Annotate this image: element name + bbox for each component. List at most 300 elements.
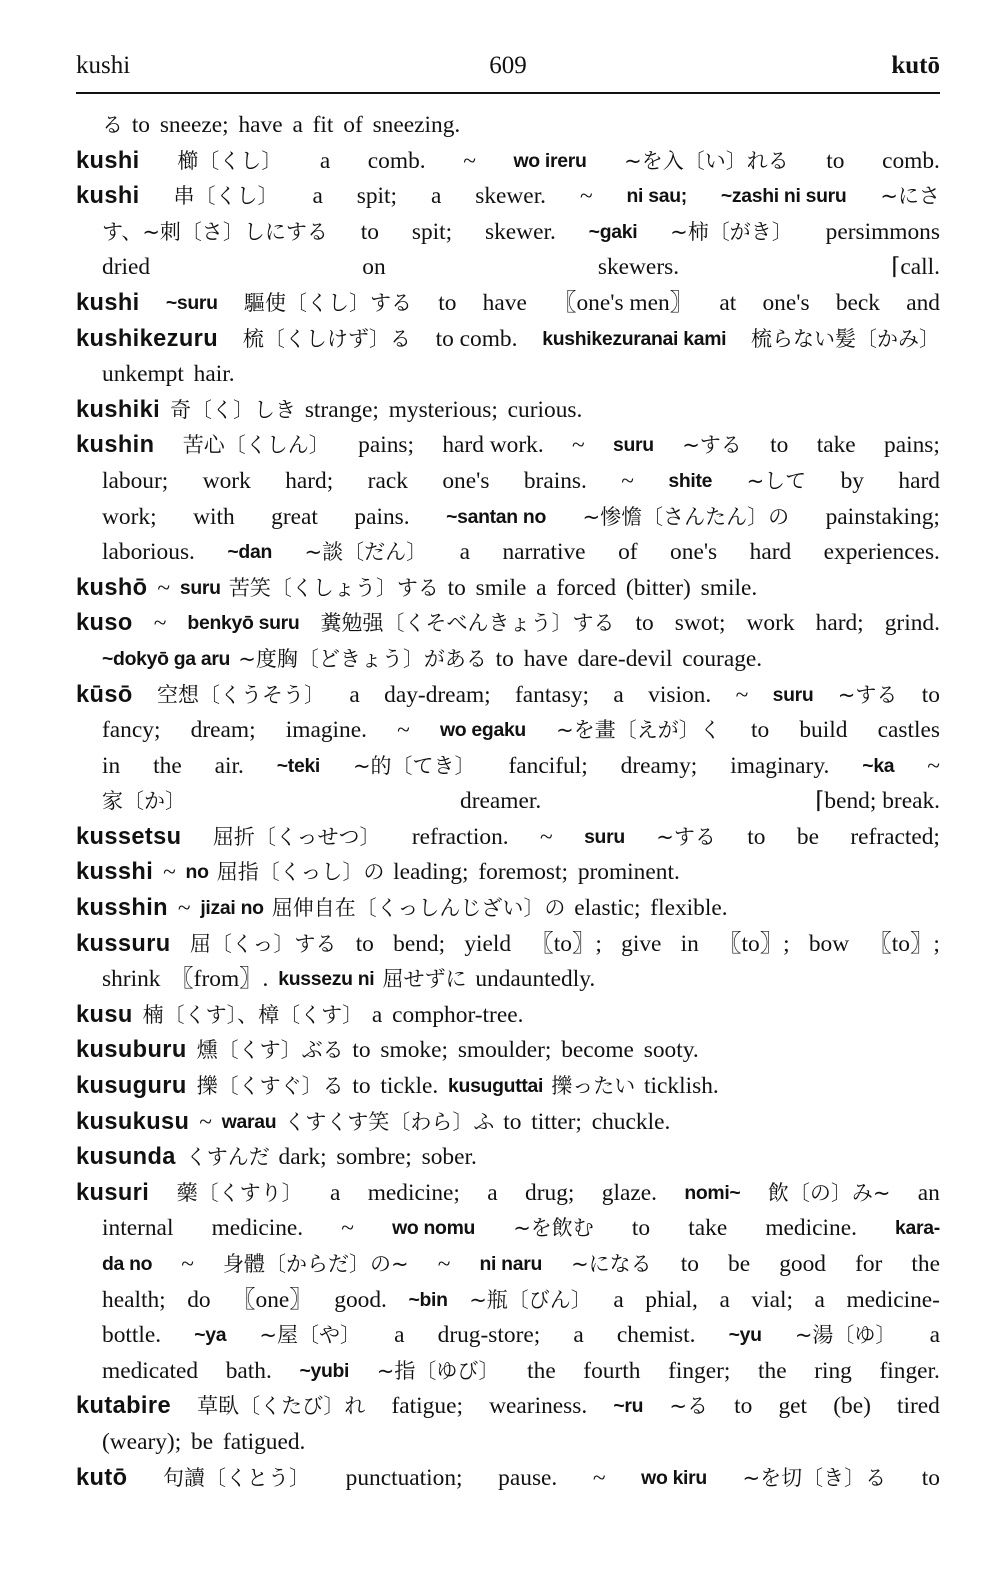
definition-text: ~ xyxy=(153,610,167,637)
definition-text: the xyxy=(911,1251,940,1277)
definition-text: a xyxy=(573,1322,584,1349)
headword: kushi xyxy=(76,289,140,316)
definition-text: brains. xyxy=(523,467,587,494)
definition-text: undauntedly. xyxy=(475,966,596,993)
entry-line xyxy=(76,749,940,785)
definition-text: laborious. xyxy=(102,539,195,566)
headword: kusshin xyxy=(76,895,168,922)
romanized-phrase: suru xyxy=(584,825,625,848)
definition-text: to xyxy=(503,1108,522,1135)
entry-line xyxy=(76,1389,940,1425)
definition-text: ~ xyxy=(177,895,191,922)
definition-text: to xyxy=(770,432,789,459)
japanese-text: 楠〔くす〕、樟〔くす〕 xyxy=(142,1002,364,1027)
definition-text: to xyxy=(826,147,845,174)
entry-line xyxy=(76,962,940,998)
definition-text: curious. xyxy=(507,396,583,423)
definition-text: weariness. xyxy=(489,1393,588,1420)
definition-text: sober. xyxy=(421,1144,477,1171)
japanese-text: 屈伸自在〔くっしんじざい〕の xyxy=(271,896,566,921)
definition-text: 〖to〗; xyxy=(530,930,602,957)
entry-line xyxy=(76,179,940,215)
definition-text: for xyxy=(855,1251,883,1277)
japanese-text: る xyxy=(102,113,123,137)
entry-line xyxy=(76,1140,940,1176)
definition-text: work; xyxy=(102,503,157,530)
definition-text: a xyxy=(319,147,331,174)
romanized-phrase: warau xyxy=(221,1110,277,1133)
definition-text: at xyxy=(719,289,737,316)
headword: kushin xyxy=(76,432,155,459)
definition-text: and xyxy=(906,289,940,316)
entry-line xyxy=(76,1283,940,1319)
headword: kusunda xyxy=(76,1144,176,1171)
definition-text: pains; xyxy=(884,432,940,459)
definition-text: ~ xyxy=(463,147,476,174)
definition-text: one's xyxy=(670,539,718,566)
definition-text: in xyxy=(680,930,699,957)
definition-text: a xyxy=(487,1179,498,1206)
japanese-text: 飲〔の〕み~ xyxy=(767,1180,891,1205)
japanese-text: くすんだ xyxy=(185,1145,270,1170)
definition-text: imaginary. xyxy=(730,752,830,779)
definition-text: a xyxy=(459,539,470,566)
entry-line xyxy=(76,428,940,464)
headword: kusuburu xyxy=(76,1037,187,1064)
definition-text: drug-store; xyxy=(437,1322,541,1349)
romanized-phrase: no xyxy=(185,861,209,884)
definition-text: ~ xyxy=(437,1251,451,1277)
definition-text: fancy; xyxy=(102,717,161,744)
entry-line xyxy=(76,393,940,429)
romanized-phrase: shite xyxy=(668,469,713,492)
definition-text: to xyxy=(747,823,766,850)
entry-line xyxy=(76,1176,940,1212)
definition-text: strange; xyxy=(304,396,379,423)
definition-text: pause. xyxy=(498,1464,558,1491)
definition-text: to xyxy=(352,1073,371,1100)
romanized-phrase: benkyō suru xyxy=(187,612,300,635)
japanese-text: 句讀〔くとう〕 xyxy=(163,1465,311,1490)
definition-text: skewer. xyxy=(475,183,547,210)
entry-line xyxy=(76,108,940,144)
definition-text: to comb. xyxy=(435,325,518,352)
definition-text: foremost; xyxy=(478,859,568,886)
japanese-text: 櫛〔くし〕 xyxy=(177,148,283,173)
definition-text: medicine- xyxy=(846,1286,940,1313)
definition-text: medicine. xyxy=(765,1215,857,1242)
definition-text: take xyxy=(816,432,856,459)
romanized-phrase: kushikezuranai kami xyxy=(542,327,727,350)
headword: kusuguru xyxy=(76,1073,187,1100)
definition-text: (bitter) xyxy=(625,574,691,601)
definition-text: spit; xyxy=(411,218,453,245)
dictionary-entries xyxy=(76,108,940,1496)
definition-text: tired xyxy=(897,1393,940,1420)
definition-text: hair. xyxy=(193,361,235,388)
definition-text: refraction. xyxy=(411,823,509,850)
entry-line xyxy=(76,1211,940,1247)
entry-line xyxy=(76,891,940,927)
definition-text: 〖from〗. xyxy=(170,966,269,993)
definition-text: health; xyxy=(102,1286,166,1313)
definition-text: a xyxy=(394,1322,405,1349)
definition-text: ~ xyxy=(572,432,585,459)
romanized-phrase: ~bin xyxy=(408,1288,448,1311)
definition-text: fantasy; xyxy=(515,681,590,708)
entry-line xyxy=(76,927,940,963)
headword: kushō xyxy=(76,574,148,601)
romanized-phrase: ni naru xyxy=(479,1253,542,1275)
japanese-text: 屈折〔くっせつ〕 xyxy=(212,824,381,849)
definition-text: punctuation; xyxy=(345,1464,463,1491)
definition-text: ~ xyxy=(592,1464,606,1491)
japanese-text: ~柿〔がき〕 xyxy=(670,219,793,244)
definition-text: sneeze; xyxy=(159,112,229,138)
japanese-text: 苦心〔くしん〕 xyxy=(182,433,330,458)
definition-text: of xyxy=(618,539,638,566)
definition-text: a xyxy=(613,681,624,708)
romanized-phrase: ~dan xyxy=(227,541,272,564)
entry-line xyxy=(76,250,940,286)
japanese-text: ~屋〔や〕 xyxy=(259,1323,361,1348)
definition-text: medicine. xyxy=(211,1215,304,1242)
entry-line xyxy=(76,998,940,1034)
romanized-phrase: ~ya xyxy=(194,1324,227,1347)
entry-line xyxy=(76,713,940,749)
definition-text: ⌈call. xyxy=(891,254,940,281)
definition-text: have xyxy=(523,645,568,672)
entry-line xyxy=(76,642,940,678)
japanese-text: ~する xyxy=(837,682,898,707)
definition-text: ~ xyxy=(181,1251,194,1277)
romanized-phrase: ~dokyō ga aru xyxy=(102,647,231,670)
headword: kusshi xyxy=(76,859,154,886)
definition-text: fourth xyxy=(583,1357,641,1384)
definition-text: experiences. xyxy=(823,539,940,566)
japanese-text: す、~刺〔さ〕しにする xyxy=(102,219,328,244)
definition-text: drug; xyxy=(525,1179,575,1206)
definition-text: a xyxy=(292,112,303,138)
definition-text: have xyxy=(238,112,283,138)
romanized-phrase: wo kiru xyxy=(641,1466,707,1489)
definition-text: take xyxy=(688,1215,728,1242)
definition-text: spit; xyxy=(356,183,398,210)
japanese-text: 梳らない髪〔かみ〕 xyxy=(750,326,940,351)
definition-text: work xyxy=(746,610,795,637)
romanized-phrase: wo nomu xyxy=(392,1217,476,1240)
definition-text: hard work. xyxy=(442,432,544,459)
entry-line xyxy=(76,1247,940,1283)
definition-text: great xyxy=(271,503,318,530)
definition-text: to xyxy=(921,681,940,708)
definition-text: rack xyxy=(367,467,408,494)
headword: kutabire xyxy=(76,1393,171,1420)
definition-text: grind. xyxy=(884,610,940,637)
definition-text: ~ xyxy=(579,183,593,210)
definition-text: be xyxy=(796,823,819,850)
definition-text: ~ xyxy=(341,1215,354,1242)
definition-text: ~ xyxy=(163,859,176,886)
entry-line xyxy=(76,286,940,322)
japanese-text: 苦笑〔くしょう〕する xyxy=(228,575,439,600)
japanese-text: ~を入〔い〕れる xyxy=(624,148,789,173)
definition-text: beck xyxy=(835,289,880,316)
definition-text: fit xyxy=(312,112,334,138)
definition-text: be xyxy=(728,1251,751,1277)
definition-text: a xyxy=(430,183,442,210)
definition-text: dreamy; xyxy=(620,752,698,779)
romanized-phrase: ~yubi xyxy=(299,1359,350,1382)
header-rule xyxy=(76,92,940,94)
definition-text: a xyxy=(312,183,323,210)
entry-line xyxy=(76,1461,940,1497)
japanese-text: 糞勉强〔くそべんきょう〕する xyxy=(320,611,615,636)
japanese-text: ~惨憺〔さんたん〕の xyxy=(582,504,790,529)
definition-text: a xyxy=(929,1322,940,1349)
definition-text: to xyxy=(631,1215,651,1242)
japanese-text: 藥〔くすり〕 xyxy=(176,1180,303,1205)
japanese-text: 擽〔くすぐ〕る xyxy=(196,1074,344,1099)
japanese-text: 驅使〔くし〕する xyxy=(243,290,412,315)
definition-text: shrink xyxy=(102,966,161,993)
definition-text: to xyxy=(352,1037,371,1064)
definition-text: skewer. xyxy=(485,218,556,245)
romanized-phrase: kara- xyxy=(895,1217,940,1240)
definition-text: air. xyxy=(214,752,244,779)
definition-text: dream; xyxy=(190,717,256,744)
definition-text: sooty. xyxy=(643,1037,699,1064)
headword: kusukusu xyxy=(76,1108,190,1135)
definition-text: skewers. xyxy=(597,254,680,281)
japanese-text: ~になる xyxy=(571,1252,652,1276)
japanese-text: 屈〔くっ〕する xyxy=(189,931,337,956)
headword: kutō xyxy=(76,1464,128,1491)
headword: kuso xyxy=(76,610,133,637)
headword: kusu xyxy=(76,1001,133,1028)
definition-text: to xyxy=(635,610,654,637)
definition-text: be xyxy=(191,1428,214,1455)
japanese-text: 串〔くし〕 xyxy=(173,184,279,209)
entry-line xyxy=(76,1318,940,1354)
definition-text: ticklish. xyxy=(644,1073,719,1100)
japanese-text: ~を飲む xyxy=(513,1216,594,1241)
entry-line xyxy=(76,1033,940,1069)
japanese-text: ~る xyxy=(669,1394,708,1419)
definition-text: comb. xyxy=(367,147,426,174)
definition-text: of xyxy=(343,112,363,138)
definition-text: prominent. xyxy=(577,859,680,886)
definition-text: to xyxy=(495,645,514,672)
japanese-text: ~瓶〔びん〕 xyxy=(469,1287,592,1312)
japanese-text: ~的〔てき〕 xyxy=(352,753,476,778)
romanized-phrase: ~suru xyxy=(165,291,218,314)
definition-text: comphor-tree. xyxy=(392,1001,524,1028)
definition-text: vision. xyxy=(648,681,712,708)
definition-text: bottle. xyxy=(102,1322,162,1349)
header-guide-word-first: kushi xyxy=(76,52,131,79)
definition-text: smile. xyxy=(700,574,758,601)
definition-text: pains; xyxy=(358,432,414,459)
definition-text: dark; xyxy=(278,1144,327,1171)
definition-text: chemist. xyxy=(616,1322,696,1349)
definition-text: leading; xyxy=(393,859,469,886)
headword: kushiki xyxy=(76,396,161,423)
definition-text: with xyxy=(193,503,235,530)
romanized-phrase: kusuguttai xyxy=(448,1075,544,1098)
definition-text: dreamer. xyxy=(460,788,542,815)
page-number: 609 xyxy=(489,52,527,79)
definition-text: 〖to〗; xyxy=(868,930,940,957)
definition-text: smile xyxy=(475,574,527,601)
definition-text: forced xyxy=(556,574,617,601)
definition-text: smoke; xyxy=(380,1037,448,1064)
definition-text: work xyxy=(202,467,251,494)
japanese-text: 燻〔くす〕ぶる xyxy=(196,1038,344,1063)
romanized-phrase: jizai no xyxy=(200,897,264,920)
definition-text: hard; xyxy=(285,467,334,494)
definition-text: hard xyxy=(898,467,940,494)
headword: kussetsu xyxy=(76,823,182,850)
definition-text: a xyxy=(613,1286,624,1313)
definition-text: swot; xyxy=(674,610,726,637)
entry-line xyxy=(76,1105,940,1141)
definition-text: bend; xyxy=(393,930,446,957)
japanese-text: ~談〔だん〕 xyxy=(304,540,428,565)
japanese-text: 屈指〔くっし〕の xyxy=(216,860,385,885)
definition-text: yield xyxy=(464,930,512,957)
definition-text: to xyxy=(438,289,457,316)
definition-text: ~ xyxy=(157,574,171,601)
japanese-text: 家〔か〕 xyxy=(102,789,186,814)
definition-text: a xyxy=(814,1286,825,1313)
japanese-text: ~を切〔き〕る xyxy=(742,1465,887,1490)
headword: kūsō xyxy=(76,681,133,708)
entry-line xyxy=(76,1069,940,1105)
definition-text: become xyxy=(561,1037,634,1064)
page-header xyxy=(76,48,940,84)
definition-text: a xyxy=(349,681,360,708)
romanized-phrase: ~yu xyxy=(728,1324,762,1347)
japanese-text: くすくす笑〔わら〕ふ xyxy=(284,1109,495,1134)
romanized-phrase: ~ka xyxy=(862,754,895,777)
definition-text: a xyxy=(536,574,547,601)
definition-text: ~ xyxy=(735,681,749,708)
definition-text: bath. xyxy=(225,1357,272,1384)
definition-text: to xyxy=(680,1251,699,1277)
definition-text: castles xyxy=(877,717,940,744)
headword: kussuru xyxy=(76,930,171,957)
headword: kushikezuru xyxy=(76,325,219,352)
definition-text: internal xyxy=(102,1215,174,1242)
definition-text: flexible. xyxy=(650,895,728,922)
definition-text: comb. xyxy=(882,147,940,174)
definition-text: 〖one〗 xyxy=(232,1286,313,1313)
definition-text: give xyxy=(621,930,662,957)
definition-text: get xyxy=(778,1393,808,1420)
japanese-text: 奇〔く〕しき xyxy=(170,397,297,422)
definition-text: refracted; xyxy=(850,823,940,850)
entry-line xyxy=(76,215,940,251)
definition-text: finger; xyxy=(668,1357,731,1384)
definition-text: persimmons xyxy=(825,218,940,245)
japanese-text: 擽ったい xyxy=(551,1074,636,1099)
japanese-text: ~指〔ゆび〕 xyxy=(376,1358,500,1383)
japanese-text: ~する xyxy=(656,824,716,849)
definition-text: glaze. xyxy=(601,1179,657,1206)
entry-line xyxy=(76,571,940,607)
definition-text: mysterious; xyxy=(388,396,498,423)
japanese-text: 身體〔からだ〕の~ xyxy=(223,1252,409,1276)
definition-text: pains. xyxy=(354,503,410,530)
japanese-text: 屈せずに xyxy=(382,967,467,992)
romanized-phrase: suru xyxy=(772,683,814,706)
entry-line xyxy=(76,784,940,820)
definition-text: to xyxy=(734,1393,753,1420)
japanese-text: ~して xyxy=(746,468,807,493)
headword: kushi xyxy=(76,183,140,210)
definition-text: dried xyxy=(102,254,151,281)
definition-text: ~ xyxy=(927,752,940,779)
entry-line xyxy=(76,855,940,891)
definition-text: to xyxy=(921,1464,940,1491)
definition-text: titter; xyxy=(531,1108,582,1135)
definition-text: finger. xyxy=(879,1357,940,1384)
definition-text: phial, xyxy=(645,1286,698,1313)
definition-text: the xyxy=(758,1357,787,1384)
definition-text: an xyxy=(917,1179,940,1206)
romanized-phrase: ~teki xyxy=(276,754,321,777)
definition-text: (weary); xyxy=(102,1428,182,1455)
japanese-text: ~する xyxy=(682,433,742,458)
entry-line xyxy=(76,500,940,536)
definition-text: chuckle. xyxy=(591,1108,671,1135)
entry-line xyxy=(76,1354,940,1390)
definition-text: good. xyxy=(334,1286,387,1313)
definition-text: medicine; xyxy=(367,1179,460,1206)
japanese-text: ~を畫〔えが〕く xyxy=(556,718,721,743)
japanese-text: 空想〔くうそう〕 xyxy=(157,682,326,707)
definition-text: a xyxy=(371,1001,383,1028)
definition-text: to xyxy=(355,930,374,957)
definition-text: one's xyxy=(762,289,810,316)
definition-text: ring xyxy=(814,1357,852,1384)
entry-line xyxy=(76,464,940,500)
definition-text: on xyxy=(362,254,386,281)
entry-line xyxy=(76,820,940,856)
definition-text: build xyxy=(799,717,848,744)
definition-text: sombre; xyxy=(336,1144,412,1171)
romanized-phrase: kussezu ni xyxy=(278,968,375,991)
definition-text: hard; xyxy=(815,610,864,637)
definition-text: ~ xyxy=(621,467,634,494)
japanese-text: 草臥〔くたび〕れ xyxy=(197,1394,366,1419)
definition-text: (be) xyxy=(833,1393,871,1420)
definition-text: to xyxy=(447,574,466,601)
definition-text: smoulder; xyxy=(457,1037,552,1064)
entry-line xyxy=(76,535,940,571)
definition-text: fanciful; xyxy=(508,752,588,779)
definition-text: bow xyxy=(808,930,850,957)
definition-text: tickle. xyxy=(380,1073,439,1100)
definition-text: hard xyxy=(749,539,792,566)
romanized-phrase: nomi~ xyxy=(684,1181,741,1204)
definition-text: good xyxy=(779,1251,826,1277)
definition-text: painstaking; xyxy=(825,503,940,530)
definition-text: to xyxy=(131,112,151,138)
romanized-phrase: ~gaki xyxy=(588,220,638,243)
definition-text: elastic; xyxy=(574,895,641,922)
